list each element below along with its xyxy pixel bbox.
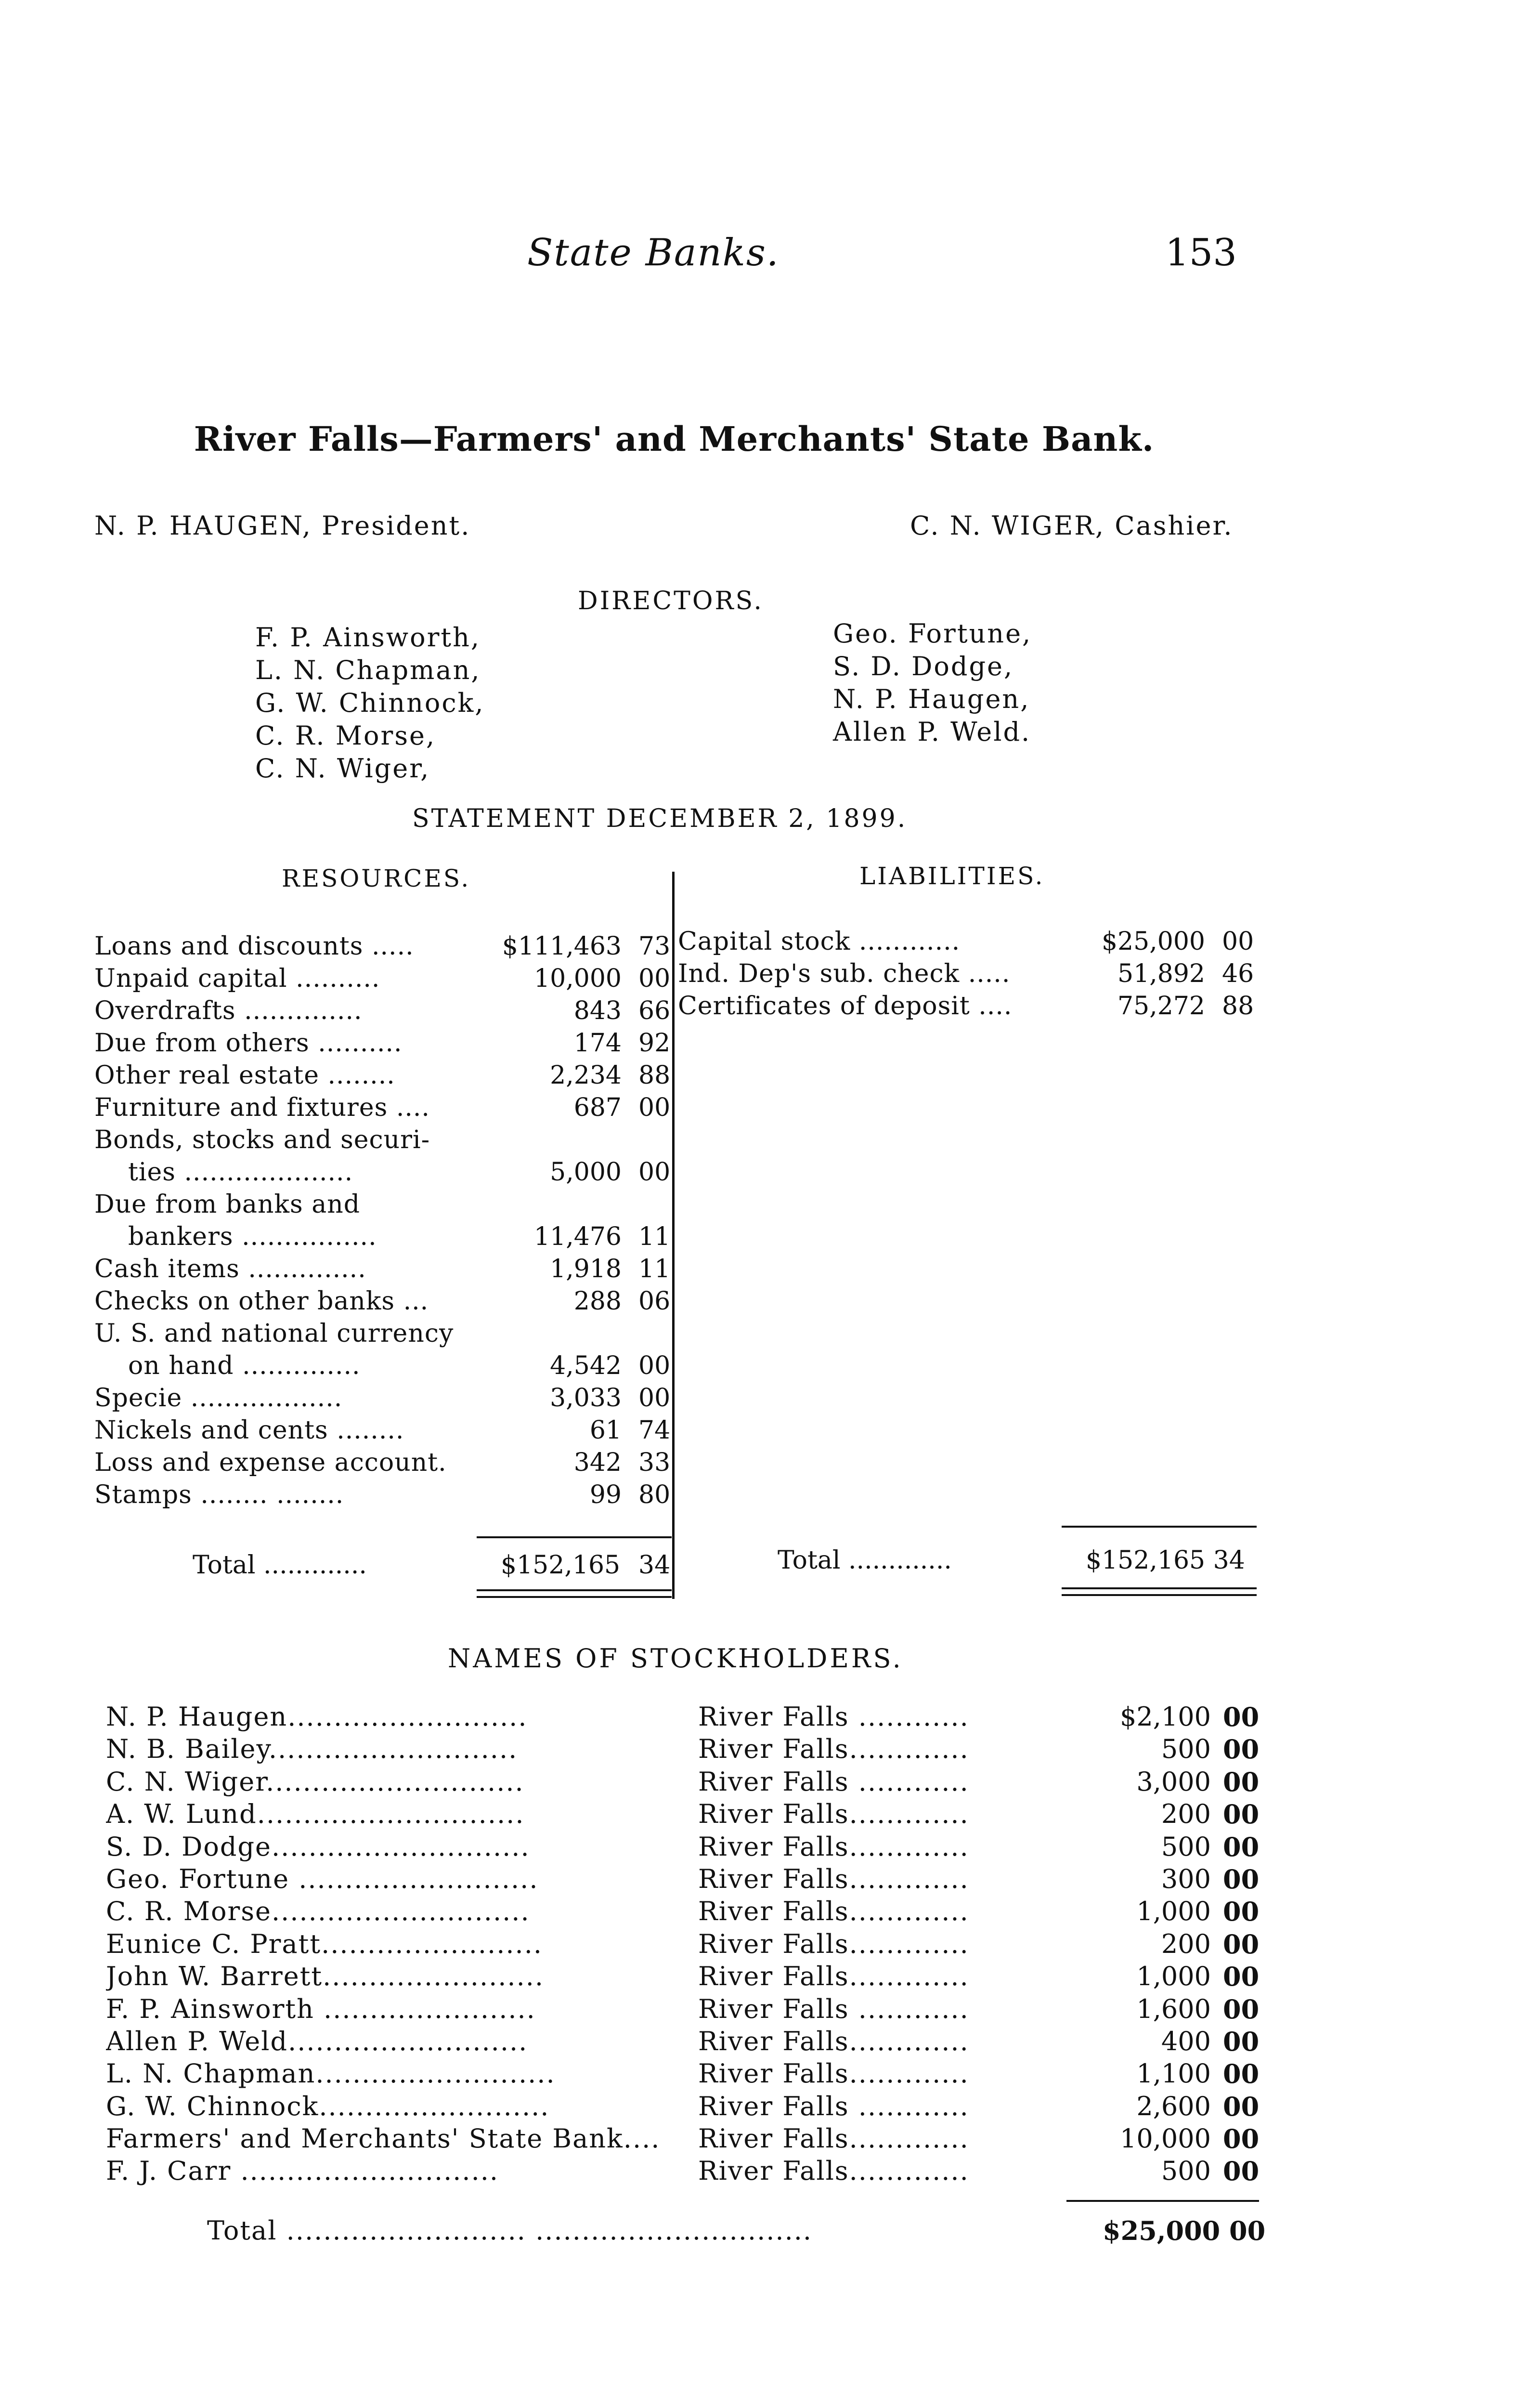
resource-row — [94, 964, 677, 996]
liability-cents: 00 — [1222, 927, 1254, 956]
running-title: State Banks. — [527, 231, 779, 275]
stockholder-residence: River Falls ............ — [698, 2091, 969, 2121]
resource-cents: 11 — [638, 1255, 671, 1283]
stockholder-row — [106, 1929, 1271, 1961]
resource-cents: 00 — [638, 1093, 671, 1122]
president-line: N. P. HAUGEN, President. — [94, 510, 471, 541]
stockholder-name: C. R. Morse............................ — [106, 1896, 530, 1927]
director-name: Geo. Fortune, — [833, 618, 1032, 649]
stockholder-name: John W. Barrett........................ — [106, 1961, 545, 1992]
resources-double-rule-bottom — [477, 1596, 672, 1598]
resource-row — [94, 1190, 677, 1222]
resource-row — [94, 1287, 677, 1319]
resource-row — [94, 1125, 677, 1158]
stockholder-row — [106, 2026, 1271, 2058]
stockholder-residence: River Falls............. — [698, 2156, 969, 2186]
liabilities-double-rule-bottom — [1062, 1594, 1257, 1596]
resource-label: on hand .............. — [128, 1351, 361, 1380]
resource-label: Cash items .............. — [94, 1255, 366, 1283]
resources-table — [94, 932, 677, 1513]
stockholder-row — [106, 1767, 1271, 1799]
stockholder-dollars: 200 — [1161, 1928, 1211, 1959]
stockholder-residence: River Falls............. — [698, 1896, 969, 1927]
stockholder-row — [106, 2156, 1271, 2188]
liabilities-heading: LIABILITIES. — [859, 862, 1045, 890]
stockholder-dollars: 3,000 — [1136, 1766, 1211, 1797]
resource-dollars: 61 — [589, 1416, 622, 1445]
resource-label: Due from banks and — [94, 1190, 361, 1219]
resource-cents: 00 — [638, 1351, 671, 1380]
stockholder-row — [106, 2123, 1271, 2156]
stockholder-residence: River Falls ............ — [698, 1701, 969, 1732]
stockholder-cents: 00 — [1223, 1799, 1260, 1830]
director-name: C. R. Morse, — [255, 720, 436, 751]
stockholder-residence: River Falls............. — [698, 1831, 969, 1862]
resources-total-rule — [477, 1536, 672, 1538]
liabilities-table — [678, 927, 1265, 1024]
resource-label: Other real estate ........ — [94, 1061, 395, 1090]
director-name: C. N. Wiger, — [255, 753, 430, 784]
resource-dollars: 10,000 — [534, 964, 622, 993]
resource-row — [94, 1029, 677, 1061]
resources-double-rule-top — [477, 1589, 672, 1591]
resources-heading: RESOURCES. — [282, 864, 471, 892]
stockholder-dollars: 1,100 — [1136, 2058, 1211, 2089]
resource-dollars: 687 — [573, 1093, 622, 1122]
resource-label: Overdrafts .............. — [94, 996, 363, 1025]
stockholder-row — [106, 1832, 1271, 1864]
stockholder-residence: River Falls............. — [698, 1961, 969, 1992]
directors-left-column — [255, 621, 485, 785]
stockholder-row — [106, 1994, 1271, 2026]
resource-label: Checks on other banks ... — [94, 1287, 429, 1316]
resource-label: bankers ................ — [128, 1222, 377, 1251]
resource-cents: 80 — [638, 1480, 671, 1509]
stockholder-cents: 00 — [1223, 2156, 1260, 2187]
stockholder-cents: 00 — [1223, 2091, 1260, 2122]
stockholder-row — [106, 2091, 1271, 2123]
resource-cents: 00 — [638, 964, 671, 993]
liability-label: Certificates of deposit .... — [678, 992, 1013, 1021]
stockholder-name: N. P. Haugen.......................... — [106, 1701, 528, 1732]
stockholder-row — [106, 1864, 1271, 1896]
resource-row — [94, 996, 677, 1029]
liability-row — [678, 992, 1265, 1024]
stockholder-dollars: 1,000 — [1136, 1961, 1211, 1992]
liability-cents: 88 — [1222, 992, 1254, 1021]
resource-dollars: 288 — [573, 1287, 622, 1316]
stockholder-name: G. W. Chinnock......................... — [106, 2091, 550, 2121]
liabilities-total-amount: $152,165 34 — [1086, 1546, 1245, 1575]
stockholder-cents: 00 — [1223, 2026, 1260, 2057]
resource-row — [94, 1448, 677, 1480]
resource-row — [94, 1480, 677, 1513]
stockholder-cents: 00 — [1223, 1961, 1260, 1992]
resource-row — [94, 1093, 677, 1125]
stockholder-name: Geo. Fortune .......................... — [106, 1863, 539, 1894]
page-number: 153 — [1165, 231, 1237, 275]
liability-row — [678, 927, 1265, 959]
stockholder-residence: River Falls............. — [698, 2026, 969, 2056]
resource-cents: 92 — [638, 1029, 671, 1058]
stockholder-name: A. W. Lund............................. — [106, 1799, 525, 1830]
stockholder-row — [106, 2058, 1271, 2091]
liability-dollars: $25,000 — [1101, 927, 1205, 956]
stockholder-cents: 00 — [1223, 1928, 1260, 1960]
stockholder-cents: 00 — [1223, 1896, 1260, 1927]
stockholder-cents: 00 — [1223, 1766, 1260, 1797]
resource-dollars: 4,542 — [550, 1351, 622, 1380]
resource-row — [94, 1255, 677, 1287]
stockholder-dollars: 1,600 — [1136, 1993, 1211, 2024]
stockholder-residence: River Falls............. — [698, 2123, 969, 2154]
stockholder-residence: River Falls ............ — [698, 1993, 969, 2024]
liabilities-double-rule-top — [1062, 1587, 1257, 1589]
stockholder-cents: 00 — [1223, 2058, 1260, 2090]
resource-cents: 74 — [638, 1416, 671, 1445]
stockholder-name: Eunice C. Pratt........................ — [106, 1928, 543, 1959]
stockholder-dollars: 10,000 — [1120, 2123, 1211, 2154]
cashier-line: C. N. WIGER, Cashier. — [910, 510, 1234, 541]
director-name: G. W. Chinnock, — [255, 688, 485, 718]
stockholder-cents: 00 — [1223, 2123, 1260, 2155]
resource-label: Nickels and cents ........ — [94, 1416, 404, 1445]
stockholder-cents: 00 — [1223, 1831, 1260, 1862]
liability-label: Ind. Dep's sub. check ..... — [678, 959, 1011, 988]
resource-dollars: 174 — [573, 1029, 622, 1058]
stockholder-residence: River Falls............. — [698, 1799, 969, 1830]
director-name: L. N. Chapman, — [255, 655, 481, 685]
resource-dollars: 1,918 — [550, 1255, 622, 1283]
stockholder-residence: River Falls ............ — [698, 1766, 969, 1797]
resource-row — [94, 1061, 677, 1093]
stockholder-cents: 00 — [1223, 1993, 1260, 2025]
resource-row — [94, 1158, 677, 1190]
resource-row — [94, 1416, 677, 1448]
resources-total-cents: 34 — [638, 1551, 671, 1580]
resource-row — [94, 1384, 677, 1416]
stockholder-name: C. N. Wiger............................ — [106, 1766, 524, 1797]
stockholder-cents: 00 — [1223, 1701, 1260, 1732]
stockholder-dollars: $2,100 — [1120, 1701, 1211, 1732]
stockholder-residence: River Falls............. — [698, 1734, 969, 1765]
stockholder-residence: River Falls............. — [698, 2058, 969, 2089]
resource-row — [94, 932, 677, 964]
resource-cents: 00 — [638, 1158, 671, 1187]
stockholders-heading: NAMES OF STOCKHOLDERS. — [448, 1643, 903, 1674]
resource-cents: 33 — [638, 1448, 671, 1477]
stockholder-row — [106, 1799, 1271, 1831]
resource-label: Furniture and fixtures .... — [94, 1093, 430, 1122]
stockholder-name: F. J. Carr ............................ — [106, 2156, 499, 2186]
liabilities-total-rule — [1062, 1526, 1257, 1528]
resource-label: Stamps ........ ........ — [94, 1480, 344, 1509]
resource-dollars: 843 — [573, 996, 622, 1025]
stockholder-dollars: 1,000 — [1136, 1896, 1211, 1927]
stockholder-row — [106, 1961, 1271, 1993]
resource-cents: 00 — [638, 1384, 671, 1413]
bank-title: River Falls—Farmers' and Merchants' State Bank. — [194, 419, 1155, 459]
stockholder-name: S. D. Dodge............................ — [106, 1831, 530, 1862]
resource-dollars: 3,033 — [550, 1384, 622, 1413]
liability-row — [678, 959, 1265, 992]
resource-cents: 66 — [638, 996, 671, 1025]
resource-dollars: 2,234 — [550, 1061, 622, 1090]
directors-heading: DIRECTORS. — [578, 587, 764, 615]
resource-label: Loans and discounts ..... — [94, 932, 414, 961]
director-name: F. P. Ainsworth, — [255, 622, 481, 653]
director-name: N. P. Haugen, — [833, 684, 1030, 714]
resource-cents: 06 — [638, 1287, 671, 1316]
liability-cents: 46 — [1222, 959, 1254, 988]
resource-dollars: 342 — [573, 1448, 622, 1477]
director-name: Allen P. Weld. — [833, 717, 1031, 747]
resource-label: Loss and expense account. — [94, 1448, 447, 1477]
resource-label: U. S. and national currency — [94, 1319, 454, 1348]
stockholder-name: L. N. Chapman.......................... — [106, 2058, 556, 2089]
stockholder-dollars: 200 — [1161, 1799, 1211, 1830]
resource-row — [94, 1222, 677, 1255]
stockholder-name: Allen P. Weld.......................... — [106, 2026, 528, 2056]
resource-label: Specie .................. — [94, 1384, 343, 1413]
resource-dollars: $111,463 — [502, 932, 622, 961]
resource-label: Bonds, stocks and securi- — [94, 1125, 430, 1154]
stockholder-row — [106, 1734, 1271, 1766]
stockholder-name: Farmers' and Merchants' State Bank.... — [106, 2123, 661, 2154]
resource-cents: 11 — [638, 1222, 671, 1251]
liability-dollars: 51,892 — [1117, 959, 1205, 988]
resource-dollars: 99 — [589, 1480, 622, 1509]
stockholder-dollars: 400 — [1161, 2026, 1211, 2056]
stockholder-cents: 00 — [1223, 1863, 1260, 1895]
director-name: S. D. Dodge, — [833, 651, 1014, 681]
resource-label: ties .................... — [128, 1158, 353, 1187]
stockholder-dollars: 300 — [1161, 1863, 1211, 1894]
statement-heading: STATEMENT DECEMBER 2, 1899. — [412, 804, 908, 833]
resources-total-label: Total ............. — [193, 1551, 367, 1580]
resource-label: Unpaid capital .......... — [94, 964, 380, 993]
directors-right-column — [833, 617, 1032, 748]
stockholder-row — [106, 1896, 1271, 1928]
liability-label: Capital stock ............ — [678, 927, 961, 956]
resource-cents: 88 — [638, 1061, 671, 1090]
stockholder-residence: River Falls............. — [698, 1928, 969, 1959]
resource-dollars: 5,000 — [550, 1158, 622, 1187]
resource-label: Due from others .......... — [94, 1029, 403, 1058]
resource-row — [94, 1351, 677, 1384]
stockholder-cents: 00 — [1223, 1734, 1260, 1765]
liabilities-total-label: Total ............. — [778, 1546, 952, 1575]
stockholder-dollars: 500 — [1161, 1734, 1211, 1765]
stockholder-row — [106, 1701, 1271, 1734]
stockholder-name: N. B. Bailey........................... — [106, 1734, 518, 1765]
liability-dollars: 75,272 — [1117, 992, 1205, 1021]
stockholder-name: F. P. Ainsworth ....................... — [106, 1993, 536, 2024]
stockholder-dollars: 500 — [1161, 2156, 1211, 2186]
stockholders-total-rule — [1066, 2200, 1259, 2202]
stockholder-dollars: 500 — [1161, 1831, 1211, 1862]
resources-total-amount — [501, 1551, 671, 1580]
resources-total-dollars: $152,165 — [501, 1551, 621, 1580]
stockholders-table — [106, 1701, 1271, 2188]
resource-dollars: 11,476 — [534, 1222, 622, 1251]
resource-row — [94, 1319, 677, 1351]
resource-cents: 73 — [638, 932, 671, 961]
stockholders-total-amount: $25,000 00 — [1103, 2215, 1266, 2246]
stockholder-dollars: 2,600 — [1136, 2091, 1211, 2121]
stockholders-total-label: Total .......................... .............................. — [207, 2215, 813, 2246]
stockholder-residence: River Falls............. — [698, 1863, 969, 1894]
